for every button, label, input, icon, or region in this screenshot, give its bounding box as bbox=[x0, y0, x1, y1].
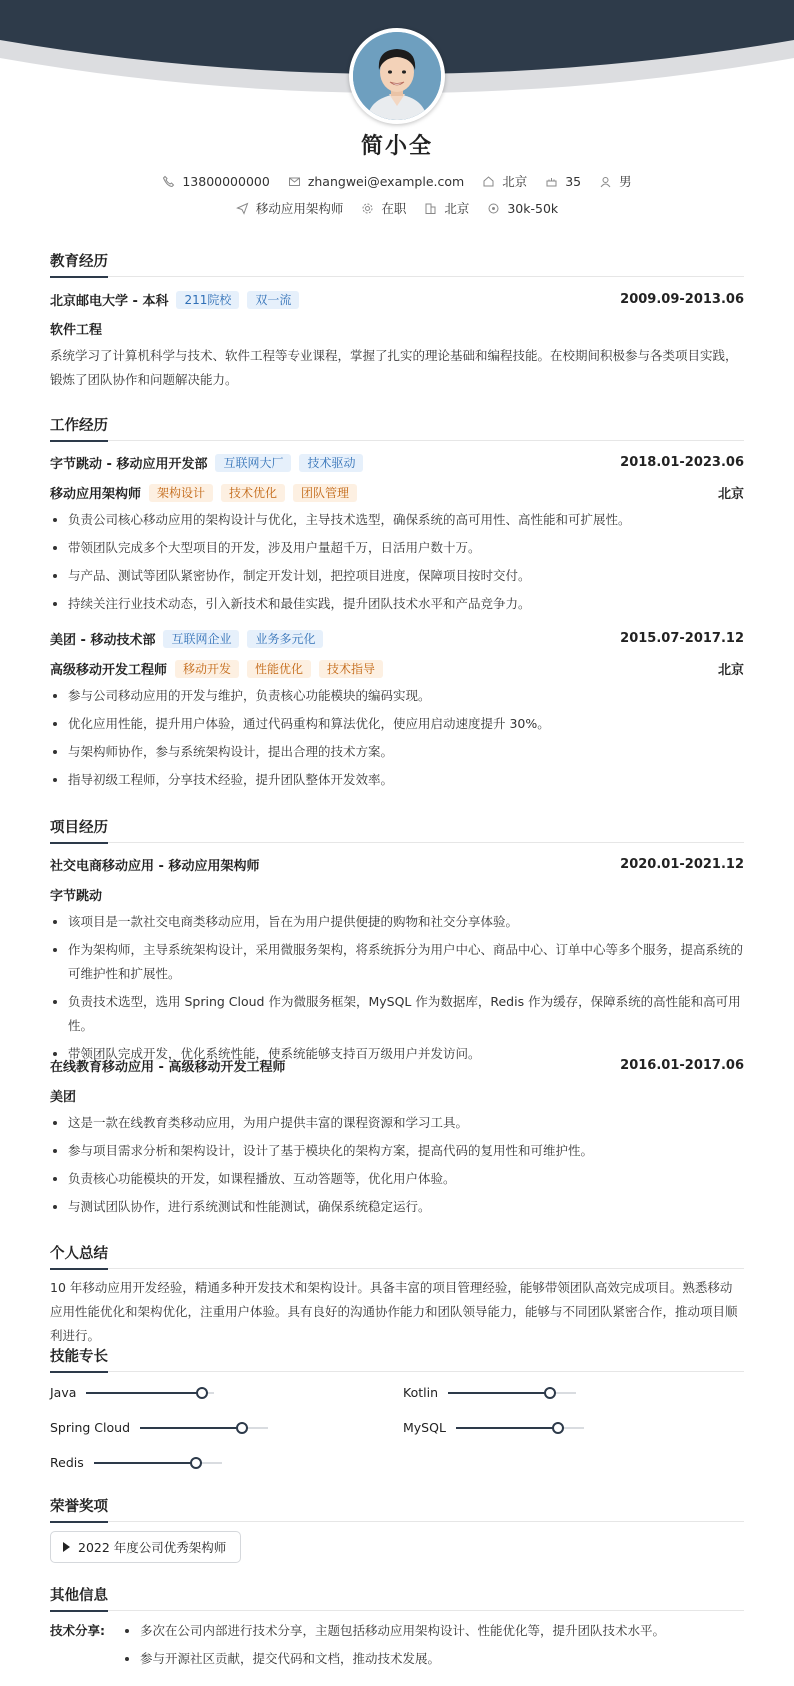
job-header bbox=[50, 629, 744, 648]
skill-fill bbox=[140, 1427, 242, 1429]
contact-info-row bbox=[0, 172, 794, 190]
skill-track bbox=[140, 1427, 268, 1429]
candidate-name: 简小全 bbox=[360, 134, 433, 159]
mail-icon bbox=[288, 175, 301, 188]
major-name: 软件工程 bbox=[50, 323, 103, 338]
phone-icon bbox=[162, 175, 175, 188]
job-role: 高级移动开发工程师 bbox=[50, 663, 168, 678]
list-item: 负责核心功能模块的开发，如课程播放、互动答题等，优化用户体验。 bbox=[50, 1167, 744, 1191]
position-info bbox=[236, 199, 344, 217]
list-item: 负责技术选型，选用 Spring Cloud 作为微服务框架，MySQL 作为数据库，Redis 作为缓存，保障系统的高性能和高可用性。 bbox=[50, 990, 744, 1038]
skill-name: MySQL bbox=[403, 1420, 446, 1435]
avatar bbox=[349, 28, 445, 124]
list-item: 参与开源社区贡献，提交代码和文档，推动技术发展。 bbox=[122, 1647, 665, 1671]
role-tag: 性能优化 bbox=[247, 660, 311, 678]
section-title-other: 其他信息 bbox=[50, 1584, 744, 1611]
summary-text: 10 年移动应用开发经验，精通多种开发技术和架构设计。具备丰富的项目管理经验，能够带领团队高效完成项目。熟悉移动应用性能优化和架构优化，注重用户体验。具有良好的沟通协作能力和团队领导能力，能够与不同团队紧密合作，推动项目顺利进行。 bbox=[50, 1280, 738, 1343]
list-item: 优化应用性能，提升用户体验，通过代码重构和算法优化，使应用启动速度提升 30%。 bbox=[50, 712, 744, 736]
caret-right-icon bbox=[63, 1542, 70, 1552]
email-text: zhangwei@example.com bbox=[307, 173, 465, 189]
skill-knob bbox=[236, 1422, 248, 1434]
company-name: 字节跳动 - 移动应用开发部 bbox=[50, 457, 208, 472]
city-info bbox=[482, 172, 527, 190]
list-item: 负责公司核心移动应用的架构设计与优化，主导技术选型，确保系统的高可用性、高性能和可扩展性。 bbox=[50, 508, 744, 532]
list-item: 与产品、测试等团队紧密协作，制定开发计划，把控项目进度，保障项目按时交付。 bbox=[50, 564, 744, 588]
role-tag: 技术优化 bbox=[221, 484, 285, 502]
skill-item bbox=[403, 1420, 584, 1435]
age-text: 35 bbox=[565, 173, 582, 189]
skill-name: Spring Cloud bbox=[50, 1420, 131, 1435]
school-tag: 双一流 bbox=[247, 291, 299, 309]
status-info bbox=[361, 199, 406, 217]
job-date: 2018.01-2023.06 bbox=[620, 455, 744, 470]
skill-track bbox=[456, 1427, 584, 1429]
list-item: 这是一款在线教育类移动应用，为用户提供丰富的课程资源和学习工具。 bbox=[50, 1111, 744, 1135]
section-title-skills: 技能专长 bbox=[50, 1345, 744, 1372]
company-name: 美团 - 移动技术部 bbox=[50, 633, 156, 648]
skill-fill bbox=[448, 1392, 550, 1394]
company-tag: 互联网企业 bbox=[163, 630, 239, 648]
skill-knob bbox=[196, 1387, 208, 1399]
building-icon bbox=[424, 202, 437, 215]
list-item: 作为架构师，主导系统架构设计，采用微服务架构，将系统拆分为用户中心、商品中心、订单中心等多个服务，提高系统的可维护性和扩展性。 bbox=[50, 938, 744, 986]
email-info bbox=[288, 172, 464, 190]
skill-track bbox=[448, 1392, 576, 1394]
role-tag: 架构设计 bbox=[149, 484, 213, 502]
project-header bbox=[50, 1056, 744, 1075]
other-label: 技术分享: bbox=[50, 1623, 105, 1638]
job-role: 移动应用架构师 bbox=[50, 487, 142, 502]
job-bullets bbox=[50, 684, 744, 796]
school-tag: 211院校 bbox=[176, 291, 239, 309]
position-text: 移动应用架构师 bbox=[255, 201, 344, 216]
list-item: 多次在公司内部进行技术分享，主题包括移动应用架构设计、性能优化等，提升团队技术水平。 bbox=[122, 1619, 665, 1643]
award-text: 2022 年度公司优秀架构师 bbox=[78, 1540, 227, 1555]
gear-icon bbox=[361, 202, 374, 215]
job-date: 2015.07-2017.12 bbox=[620, 631, 744, 646]
skill-fill bbox=[86, 1392, 201, 1394]
project-date: 2016.01-2017.06 bbox=[620, 1058, 744, 1073]
list-item: 参与公司移动应用的开发与维护，负责核心功能模块的编码实现。 bbox=[50, 684, 744, 708]
list-item: 该项目是一款社交电商类移动应用，旨在为用户提供便捷的购物和社交分享体验。 bbox=[50, 910, 744, 934]
city-text: 北京 bbox=[502, 174, 528, 189]
project-name: 社交电商移动应用 - 移动应用架构师 bbox=[50, 859, 260, 874]
user-icon bbox=[599, 175, 612, 188]
education-description: 系统学习了计算机科学与技术、软件工程等专业课程，掌握了扎实的理论基础和编程技能。在校期间积极参与各类项目实践，锻炼了团队协作和问题解决能力。 bbox=[50, 348, 738, 387]
status-text: 在职 bbox=[381, 201, 407, 216]
list-item: 带领团队完成多个大型项目的开发，涉及用户量超千万，日活用户数十万。 bbox=[50, 536, 744, 560]
coin-icon bbox=[487, 202, 500, 215]
job-bullets bbox=[50, 508, 744, 620]
skill-track bbox=[94, 1462, 222, 1464]
list-item: 与测试团队协作，进行系统测试和性能测试，确保系统稳定运行。 bbox=[50, 1195, 744, 1219]
phone-text: 13800000000 bbox=[182, 173, 270, 189]
award-toggle[interactable] bbox=[50, 1531, 241, 1563]
salary-info bbox=[487, 199, 558, 217]
education-header bbox=[50, 290, 744, 309]
skill-knob bbox=[544, 1387, 556, 1399]
salary-text: 30k-50k bbox=[507, 200, 559, 216]
other-info bbox=[50, 1619, 744, 1675]
cake-icon bbox=[545, 175, 558, 188]
job-intent-row bbox=[0, 199, 794, 217]
role-tag: 团队管理 bbox=[293, 484, 357, 502]
home-icon bbox=[482, 175, 495, 188]
section-title-projects: 项目经历 bbox=[50, 816, 744, 843]
skill-name: Java bbox=[50, 1385, 77, 1400]
age-info bbox=[545, 172, 581, 190]
send-icon bbox=[236, 202, 249, 215]
section-title-awards: 荣誉奖项 bbox=[50, 1495, 744, 1522]
list-item: 指导初级工程师，分享技术经验，提升团队整体开发效率。 bbox=[50, 768, 744, 792]
skill-item bbox=[50, 1455, 222, 1470]
project-company: 美团 bbox=[50, 1090, 77, 1105]
project-header bbox=[50, 855, 744, 874]
skill-fill bbox=[94, 1462, 196, 1464]
school-name: 北京邮电大学 - 本科 bbox=[50, 294, 169, 309]
list-item: 带领团队完成开发，优化系统性能，使系统能够支持百万级用户并发访问。 bbox=[50, 1042, 744, 1066]
other-bullets bbox=[122, 1619, 665, 1675]
section-title-work: 工作经历 bbox=[50, 414, 744, 441]
list-item: 持续关注行业技术动态，引入新技术和最佳实践，提升团队技术水平和产品竞争力。 bbox=[50, 592, 744, 616]
job-city: 北京 bbox=[717, 663, 744, 678]
gender-info bbox=[599, 172, 632, 190]
job-header bbox=[50, 453, 744, 472]
skill-knob bbox=[190, 1457, 202, 1469]
section-title-education: 教育经历 bbox=[50, 250, 744, 277]
skill-item bbox=[50, 1420, 268, 1435]
gender-text: 男 bbox=[619, 174, 632, 189]
project-company: 字节跳动 bbox=[50, 889, 103, 904]
skill-name: Redis bbox=[50, 1455, 84, 1470]
skill-track bbox=[86, 1392, 214, 1394]
list-item: 参与项目需求分析和架构设计，设计了基于模块化的架构方案，提高代码的复用性和可维护性。 bbox=[50, 1139, 744, 1163]
project-bullets bbox=[50, 910, 744, 1070]
job-role-row bbox=[50, 659, 744, 678]
skill-knob bbox=[552, 1422, 564, 1434]
list-item: 与架构师协作，参与系统架构设计，提出合理的技术方案。 bbox=[50, 740, 744, 764]
skill-fill bbox=[456, 1427, 558, 1429]
phone-info bbox=[162, 172, 269, 190]
job-role-row bbox=[50, 483, 744, 502]
skill-item bbox=[50, 1385, 214, 1400]
role-tag: 技术指导 bbox=[319, 660, 383, 678]
education-date: 2009.09-2013.06 bbox=[620, 292, 744, 307]
section-title-summary: 个人总结 bbox=[50, 1242, 744, 1269]
project-bullets bbox=[50, 1111, 744, 1223]
company-tag: 技术驱动 bbox=[299, 454, 363, 472]
project-name: 在线教育移动应用 - 高级移动开发工程师 bbox=[50, 1060, 286, 1075]
skill-item bbox=[403, 1385, 576, 1400]
expected-city-text: 北京 bbox=[444, 201, 470, 216]
expected-city-info bbox=[424, 199, 469, 217]
role-tag: 移动开发 bbox=[175, 660, 239, 678]
company-tag: 互联网大厂 bbox=[215, 454, 291, 472]
skill-name: Kotlin bbox=[403, 1385, 438, 1400]
job-city: 北京 bbox=[717, 487, 744, 502]
company-tag: 业务多元化 bbox=[247, 630, 323, 648]
project-date: 2020.01-2021.12 bbox=[620, 857, 744, 872]
